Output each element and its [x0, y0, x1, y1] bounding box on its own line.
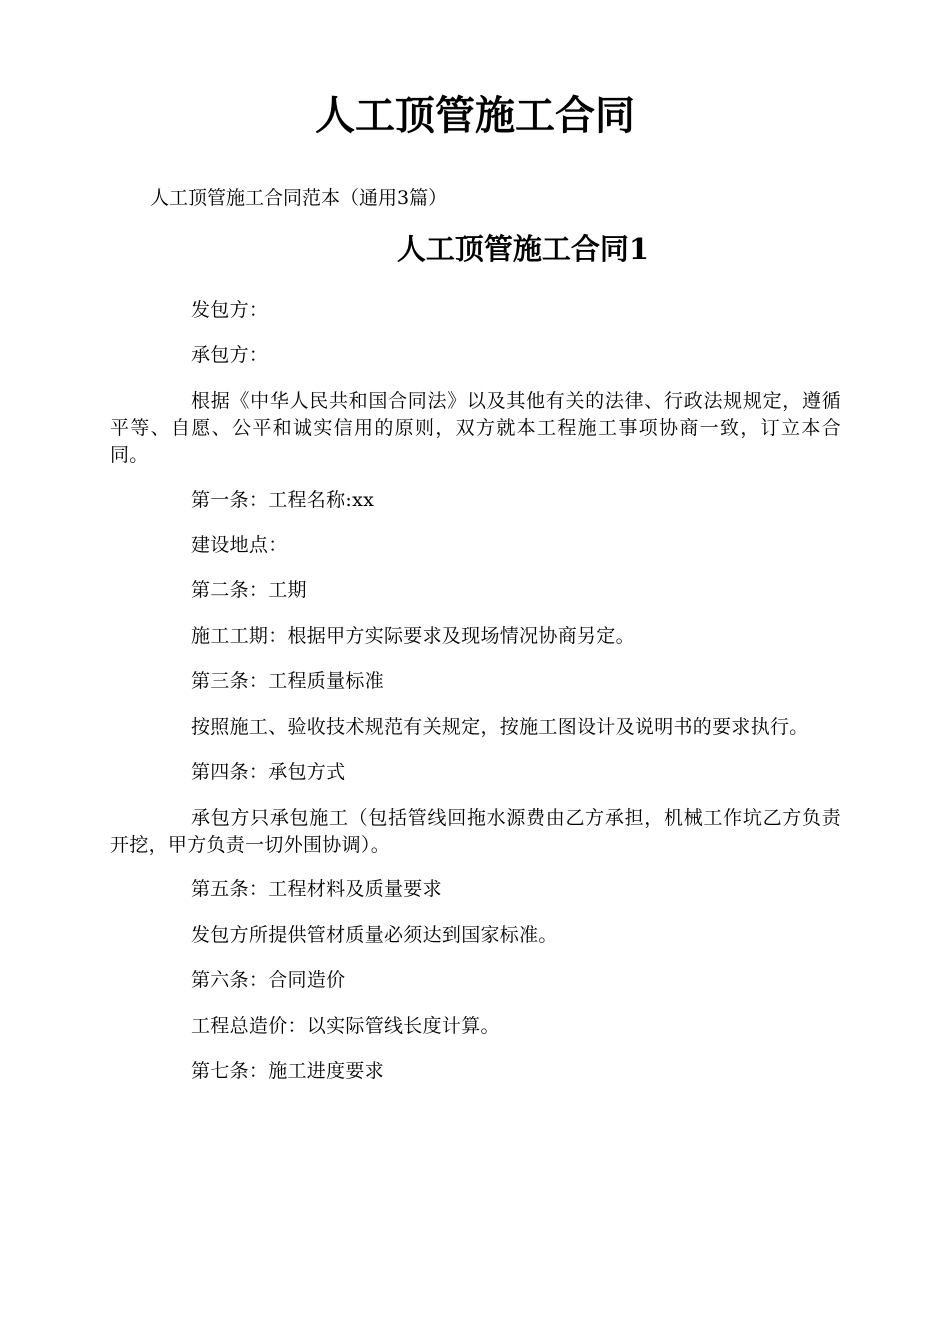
article-1-heading: 第一条：工程名称:xx — [191, 489, 375, 511]
article-5-heading: 第五条：工程材料及质量要求 — [191, 878, 442, 900]
contract-method-paragraph: 承包方只承包施工（包括管线回拖水源费由乙方承担，机械工作坑乙方负责开挖，甲方负责一切外围协调）。 — [110, 807, 841, 856]
document-subtitle: 人工顶管施工合同范本（通用3篇） — [150, 187, 448, 209]
article-4-heading: 第四条：承包方式 — [191, 761, 346, 783]
material-quality-paragraph: 发包方所提供管材质量必须达到国家标准。 — [191, 924, 558, 946]
article-7-heading: 第七条：施工进度要求 — [191, 1060, 385, 1082]
article-6-heading: 第六条：合同造价 — [191, 969, 346, 991]
preamble-paragraph: 根据《中华人民共和国合同法》以及其他有关的法律、行政法规规定，遵循平等、自愿、公平和诚实信用的原则，双方就本工程施工事项协商一致，订立本合同。 — [110, 390, 841, 466]
party-b-line: 承包方： — [191, 344, 269, 366]
article-3-heading: 第三条：工程质量标准 — [191, 670, 385, 692]
quality-standard-paragraph: 按照施工、验收技术规范有关规定，按施工图设计及说明书的要求执行。 — [191, 716, 809, 738]
contract-price-paragraph: 工程总造价：以实际管线长度计算。 — [191, 1015, 500, 1037]
construction-site-line: 建设地点： — [191, 534, 288, 556]
article-2-heading: 第二条：工期 — [191, 579, 307, 601]
construction-period-line: 施工工期：根据甲方实际要求及现场情况协商另定。 — [191, 625, 635, 647]
party-a-line: 发包方： — [191, 299, 269, 321]
section-title: 人工顶管施工合同1 — [396, 232, 650, 266]
document-title: 人工顶管施工合同 — [315, 92, 635, 139]
